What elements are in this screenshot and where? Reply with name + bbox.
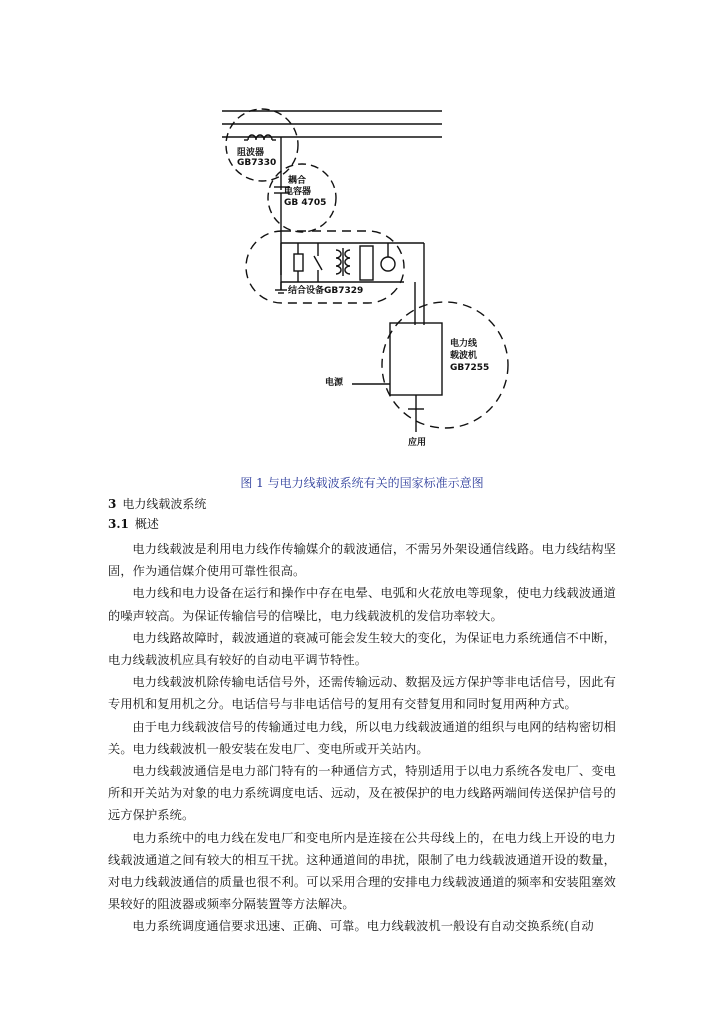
- paragraph: 电力线载波机除传输电话信号外，还需传输远动、数据及远方保护等非电话信号，因此有专用机和复用机之分。电话信号与非电话信号的复用有交替复用和同时复用两种方式。: [108, 675, 616, 712]
- diagram-drawing: [0, 0, 724, 470]
- coupling-capacitor-label: 耦合 电容器 GB 4705: [284, 176, 327, 208]
- switch-icon: [314, 256, 322, 270]
- paragraph: 电力线载波是利用电力线作传输媒介的载波通信，不需另外架设通信线路。电力线结构坚固，作为通信媒介使用可靠性很高。: [108, 542, 616, 579]
- power-supply-label: 电源: [325, 378, 344, 388]
- lamp-icon: [381, 257, 395, 271]
- section-number: 3: [108, 497, 117, 511]
- carrier-label: 电力线 载波机 GB7255: [450, 339, 490, 373]
- transformer-coil-right-icon: [345, 250, 350, 274]
- subsection-number: 3.1: [108, 517, 129, 531]
- filter-box-icon: [360, 246, 373, 280]
- resistor-icon: [294, 254, 303, 271]
- subsection-title: 概述: [134, 517, 159, 531]
- paragraph: 电力线载波通信是电力部门特有的一种通信方式，特别适用于以电力系统各发电厂、变电所和开关站为对象的电力系统调度电话、远动，及在被保护的电力线路两端间传送保护信号的远方保护系统。: [108, 764, 616, 823]
- standards-diagram: [0, 0, 724, 470]
- paragraph: 电力系统中的电力线在发电厂和变电所内是连接在公共母线上的，在电力线上开设的电力线载波通道之间有较大的相互干扰。这种通道间的串扰，限制了电力线载波通道开设的数量，对电力线载波通信的质量也很不利。可以采用合理的安排电力线载波通道的频率和安装阻塞效果较好的阻波器或频率分隔装置等方法解决。: [108, 830, 616, 912]
- body-text: [108, 538, 616, 938]
- paragraph: 电力线路故障时，载波通道的衰减可能会发生较大的变化，为保证电力系统通信不中断，电力线载波机应具有较好的自动电平调节特性。: [108, 630, 616, 668]
- section-heading: [108, 496, 206, 512]
- figure-caption: 图 1 与电力线载波系统有关的国家标准示意图: [240, 476, 484, 490]
- paragraph: 电力系统调度通信要求迅速、正确、可靠。电力线载波机一般设有自动交换系统(自动: [132, 919, 594, 934]
- paragraph: 电力线和电力设备在运行和操作中存在电晕、电弧和火花放电等现象，使电力线载波通道的噪声较高。为保证传输信号的信噪比，电力线载波机的发信功率较大。: [108, 586, 616, 623]
- subsection-heading: [108, 516, 159, 532]
- transformer-coil-left-icon: [336, 250, 341, 274]
- wave-trap-label: 阻波器 GB7330: [237, 148, 277, 168]
- paragraph: 由于电力线载波信号的传输通过电力线，所以电力线载波通道的组织与电网的结构密切相关。电力线载波机一般安装在发电厂、变电所或开关站内。: [108, 719, 616, 756]
- coupling-device-label: 结合设备GB7329: [288, 286, 364, 296]
- section-title: 电力线载波系统: [122, 497, 207, 511]
- wave-trap-circle: [226, 109, 298, 181]
- carrier-box: [390, 323, 442, 395]
- application-label: 应用: [408, 438, 427, 448]
